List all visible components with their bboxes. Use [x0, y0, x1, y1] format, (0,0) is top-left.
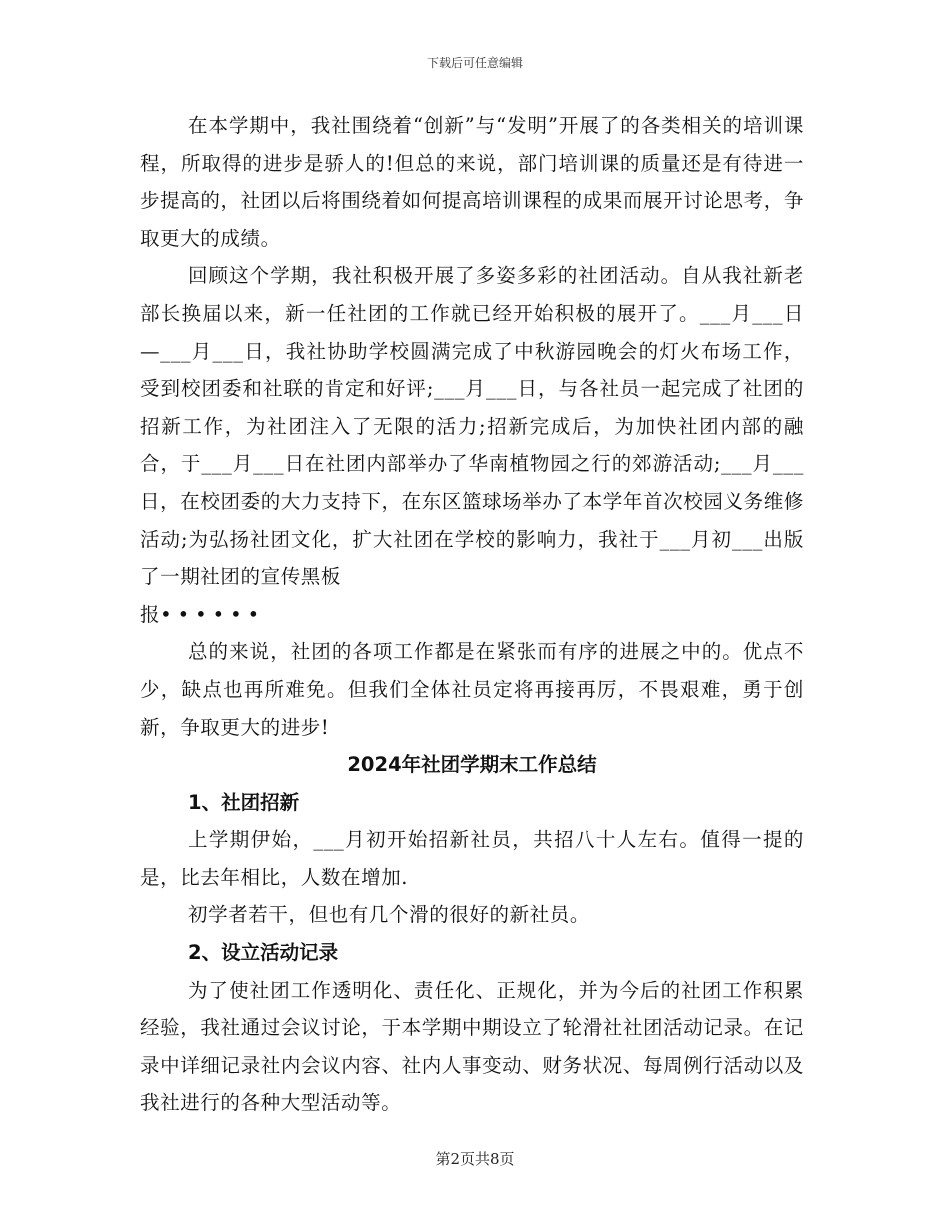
- section-title: 2024年社团学期末工作总结: [347, 753, 597, 777]
- paragraph-activity-record: 为了使社团工作透明化、责任化、正规化，并为今后的社团工作积累经验，我社通过会议讨论，于本学期中期设立了轮滑社社团活动记录。在记录中详细记录社内会议内容、社内人事变动、财务状况、每周例行活动以及我社进行的各种大型活动等。: [140, 978, 804, 1115]
- page-footer: 第2页共8页: [435, 1150, 515, 1168]
- ellipsis-dots: ••••••: [160, 602, 266, 626]
- paragraph-recruitment: 上学期伊始，___月初开始招新社员，共招八十人左右。值得一提的是，比去年相比，人数在增加.: [140, 828, 804, 889]
- paragraph-summary: 总的来说，社团的各项工作都是在紧张而有序的进展之中的。优点不少，缺点也再所难免。但我们全体社员定将再接再厉，不畏艰难，勇于创新，争取更大的进步!: [140, 640, 804, 739]
- heading-recruitment: 1、社团招新: [188, 790, 300, 814]
- document-body: [140, 107, 804, 1122]
- page-header: 下载后可任意编辑: [426, 56, 523, 70]
- paragraph-beginners: 初学者若干，但也有几个滑的很好的新社员。: [188, 903, 591, 927]
- heading-activity-record: 2、设立活动记录: [188, 941, 339, 965]
- paragraph-activities-tail: 报: [140, 602, 161, 626]
- paragraph-activities: [140, 257, 804, 633]
- paragraph-activities-text: 回顾这个学期，我社积极开展了多姿多彩的社团活动。自从我社新老部长换届以来，新一任社团的工作就已经开始积极的展开了。___月___日—___月___日，我社协助学校圆满完成了中秋游园晚会的灯火布场工作，受到校团委和社联的肯定和好评;___月___日，与各社员一起完成了社团的招新工作，为社团注入了无限的活力;招新完成后，为加快社团内部的融合，于___月___日在社团内部举办了华南植物园之行的郊游活动;___月___日，在校团委的大力支持下，在东区篮球场举办了本学年首次校园义务维修活动;为弘扬社团文化，扩大社团在学校的影响力，我社于___月初___出版了一期社团的宣传黑板: [140, 264, 804, 589]
- paragraph-training: 在本学期中，我社围绕着“创新”与“发明”开展了的各类相关的培训课程，所取得的进步是骄人的!但总的来说，部门培训课的质量还是有待进一步提高的，社团以后将围绕着如何提高培训课程的成果而展开讨论思考，争取更大的成绩。: [140, 114, 804, 250]
